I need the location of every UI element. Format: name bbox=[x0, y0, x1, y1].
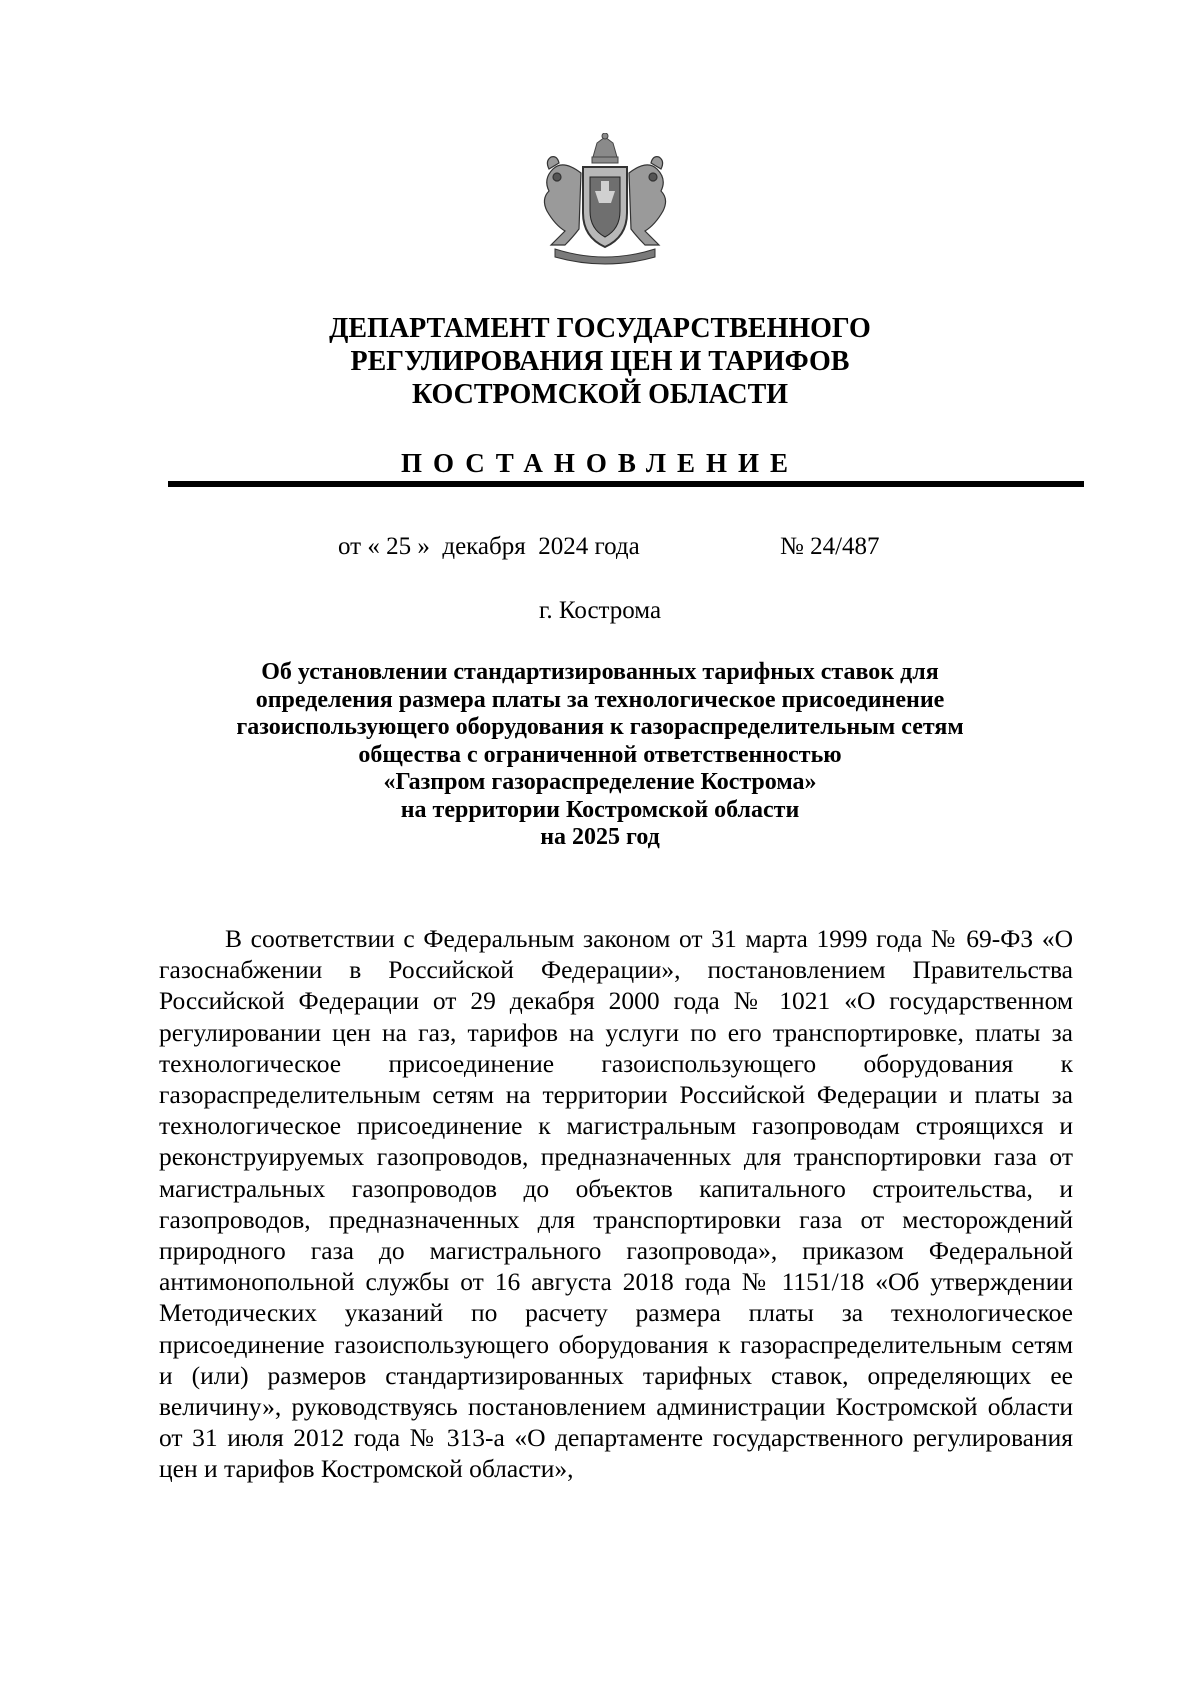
document-city: г. Кострома bbox=[538, 597, 662, 624]
header-divider bbox=[168, 481, 1084, 487]
department-line: ДЕПАРТАМЕНТ ГОСУДАРСТВЕННОГО bbox=[329, 313, 871, 344]
document-title bbox=[0, 659, 1200, 852]
department-name bbox=[0, 312, 1200, 411]
department-line: РЕГУЛИРОВАНИЯ ЦЕН И ТАРИФОВ bbox=[350, 346, 850, 377]
title-line: на территории Костромской области bbox=[400, 796, 800, 823]
coat-of-arms-icon bbox=[535, 133, 675, 265]
document-number: № 24/487 bbox=[780, 533, 880, 560]
preamble-paragraph: В соответствии с Федеральным законом от 31 марта 1999 года № 69-ФЗ «О газоснабжении в Российской Федерации», постановлением Правительства Российской Федерации от 29 декабря 2000 года № 1021 «О государственном регулировании цен на газ, тарифов на услуги по его транспортировке, платы за технологическое присоединение газоиспользующего оборудования к газораспределительным сетям на территории Российской Федерации и платы за технологическое присоединение к магистральным газопроводам строящихся и реконструируемых газопроводов, предназначенных для транспортировки газа от магистральных газопроводов до объектов капитального строительства, и газопроводов, предназначенных для транспортировки газа от месторождений природного газа до магистрального газопровода», приказом Федеральной антимонопольной службы от 16 августа 2018 года № 1151/18 «Об утверждении Методических указаний по расчету размера платы за технологическое присоединение газоиспользующего оборудования к газораспределительным сетям и (или) размеров стандартизированных тарифных ставок, определяющих ее величину», руководствуясь постановлением администрации Костромской области от 31 июля 2012 года № 313-а «О департаменте государственного регулирования цен и тарифов Костромской области», bbox=[159, 924, 1073, 1484]
document-date: от « 25 » декабря 2024 года bbox=[338, 533, 640, 560]
title-line: газоиспользующего оборудования к газораспределительным сетям bbox=[236, 714, 964, 740]
title-line: определения размера платы за технологическое присоединение bbox=[255, 686, 945, 713]
title-line: на 2025 год bbox=[540, 824, 660, 850]
document-type-heading: ПОСТАНОВЛЕНИЕ bbox=[400, 448, 800, 478]
title-line: «Газпром газораспределение Кострома» bbox=[383, 769, 817, 795]
title-line: Об установлении стандартизированных тарифных ставок для bbox=[261, 659, 939, 685]
department-line: КОСТРОМСКОЙ ОБЛАСТИ bbox=[411, 379, 789, 410]
title-line: общества с ограниченной ответственностью bbox=[358, 741, 842, 768]
